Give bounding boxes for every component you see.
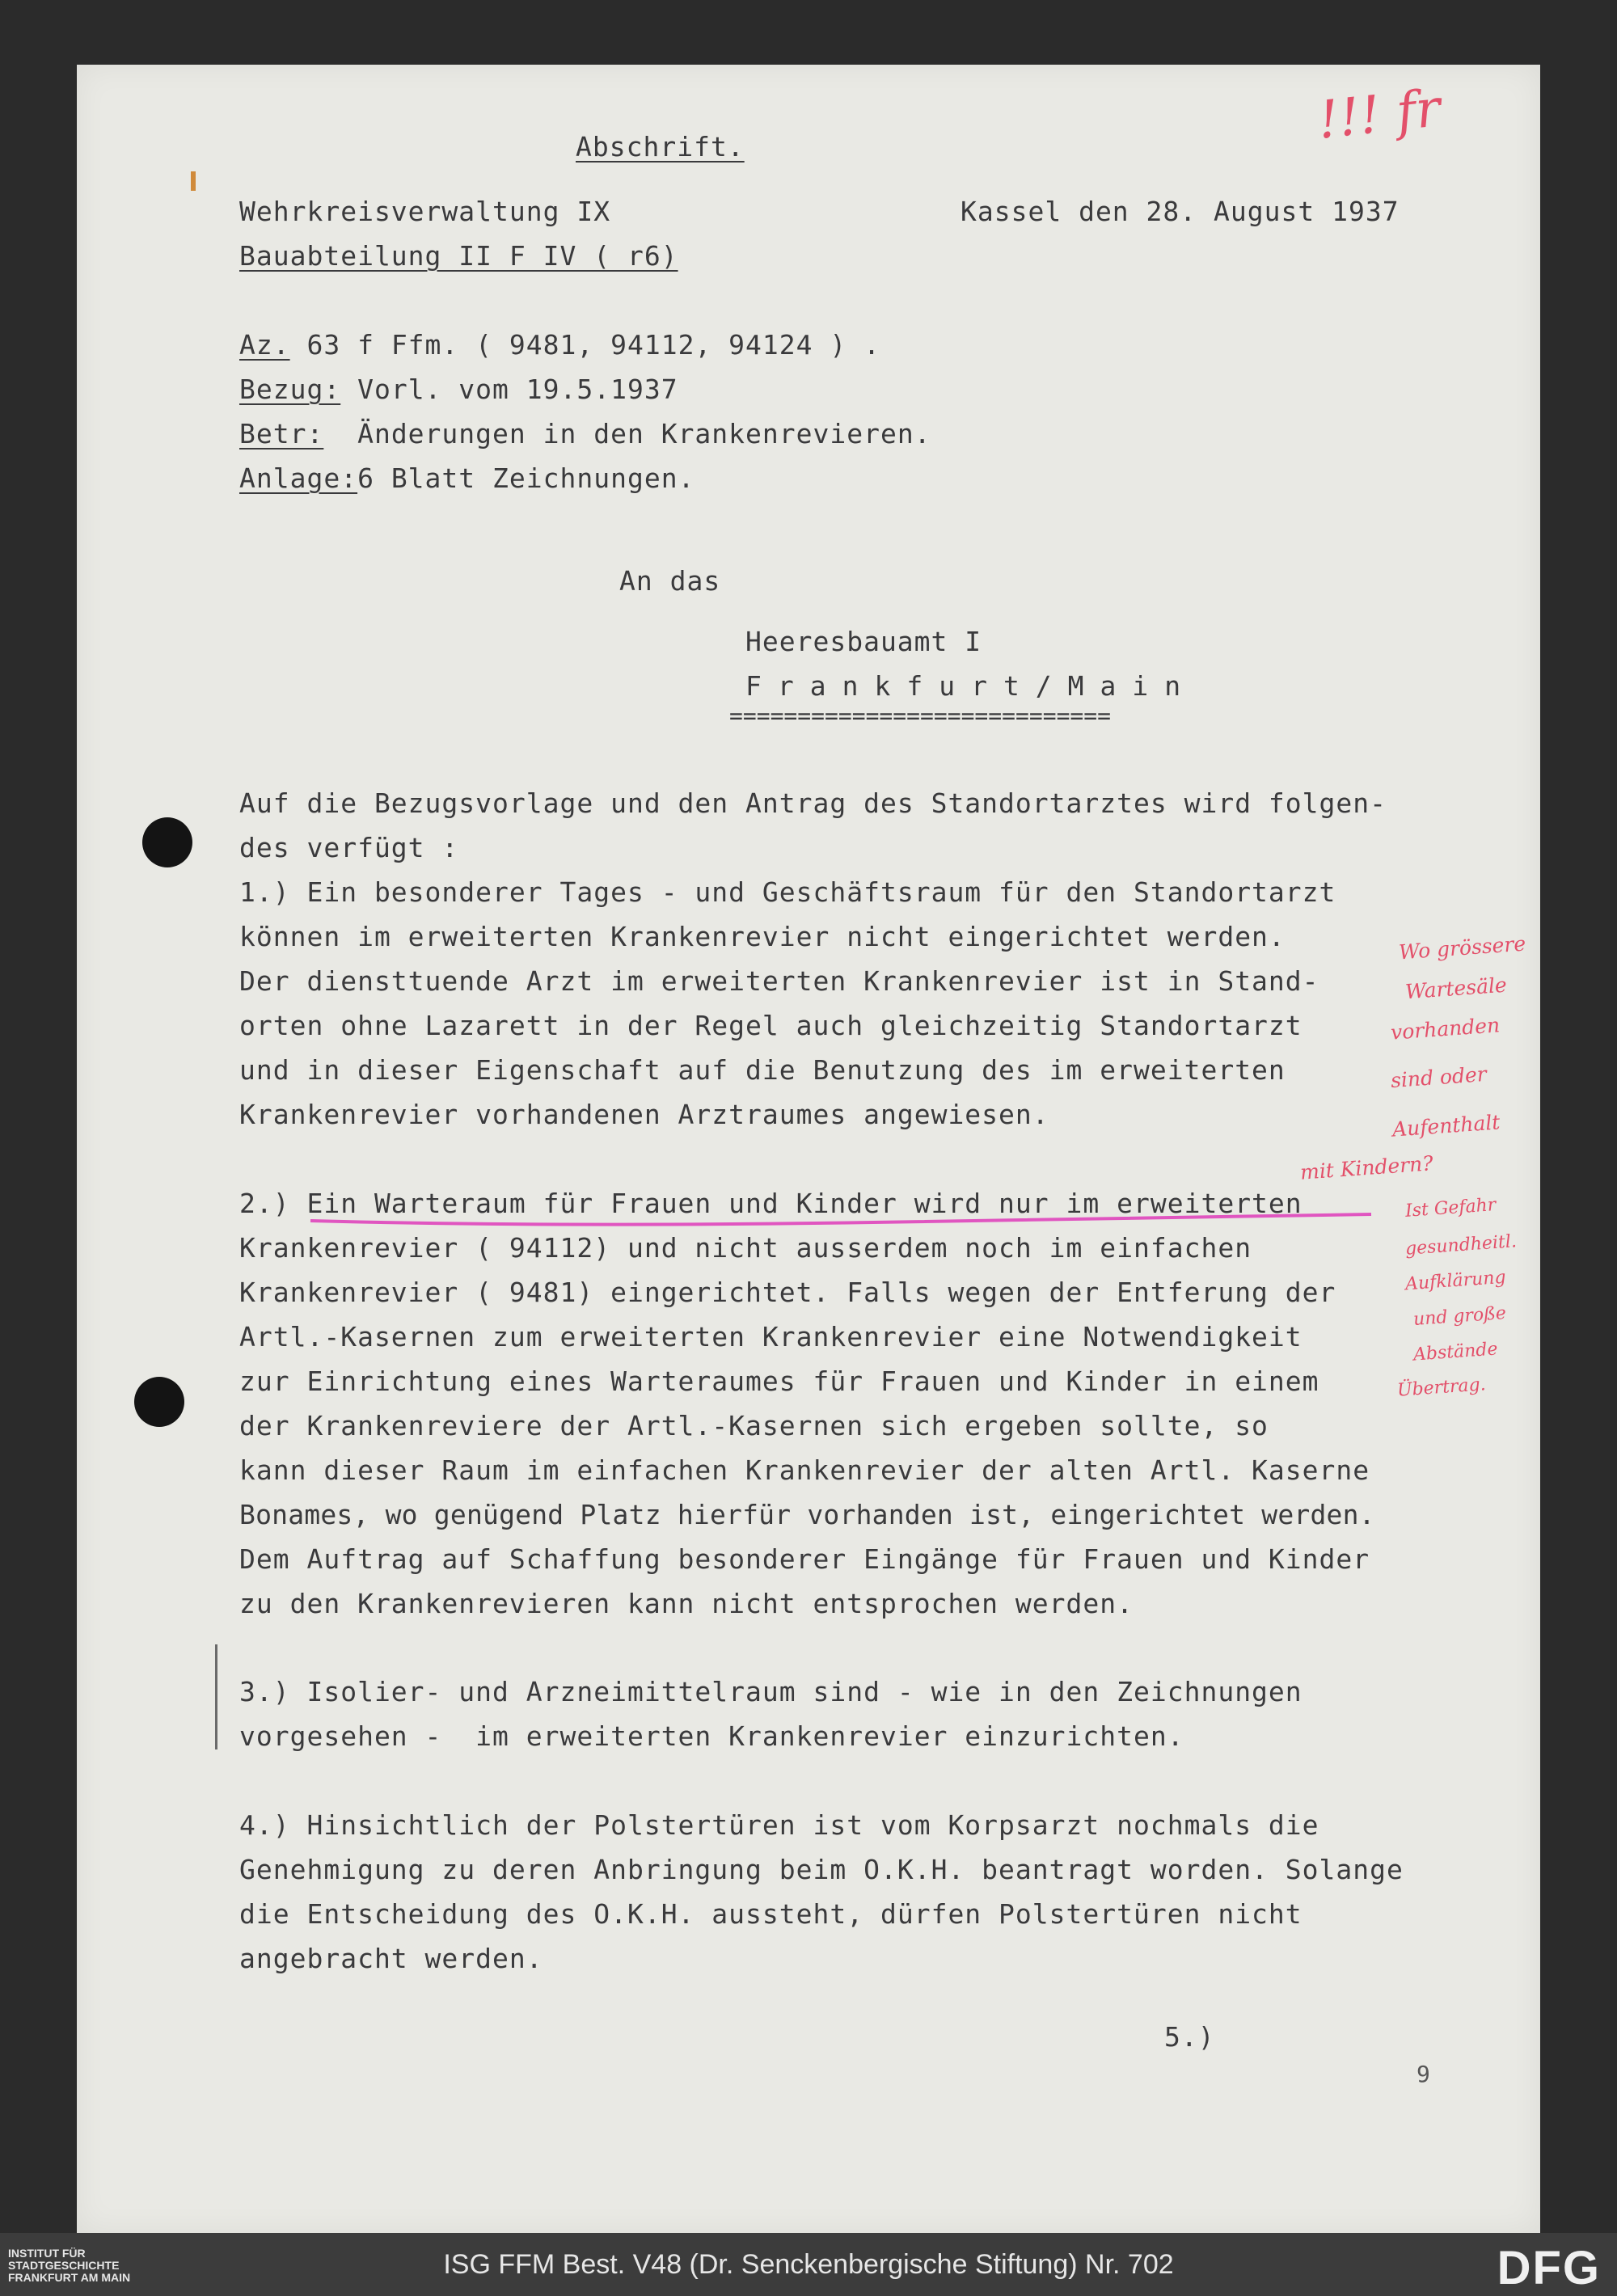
archive-caption: ISG FFM Best. V48 (Dr. Senckenbergische Stiftung) Nr. 702 [443, 2249, 1174, 2280]
para3-line: vorgesehen - im erweiterten Krankenrevier einzurichten. [239, 1720, 1184, 1752]
institution-logo-text: INSTITUT FÜR STADTGESCHICHTE FRANKFURT AM MAIN [8, 2247, 131, 2284]
dfg-logo: DFG [1497, 2242, 1601, 2294]
ref-bezug-label: Bezug: [239, 374, 341, 405]
sender-line2: Bauabteilung II F IV ( r6) [239, 240, 678, 272]
para2-line: 2.) Ein Warteraum für Frauen und Kinder wird nur im erweiterten [239, 1188, 1302, 1219]
para4-line: 4.) Hinsichtlich der Polstertüren ist vom Korpsarzt nochmals die [239, 1809, 1319, 1841]
margin-line [215, 1644, 217, 1749]
margin-note-line: mit Kindern? [1299, 1151, 1434, 1184]
para3-line: 3.) Isolier- und Arzneimittelraum sind - wie in den Zeichnungen [239, 1676, 1302, 1707]
para2-line: zur Einrichtung eines Warteraumes für Frauen und Kinder in einem [239, 1365, 1319, 1397]
address-line3: Frankfurt/Main [745, 670, 1197, 702]
ref-anlage-label: Anlage: [239, 462, 358, 494]
para2-line: Krankenrevier ( 9481) eingerichtet. Falls wegen der Entferung der [239, 1277, 1336, 1308]
margin-note-line: und große [1412, 1303, 1507, 1330]
para1-line: und in dieser Eigenschaft auf die Benutzung des im erweiterten [239, 1054, 1286, 1086]
margin-mark [191, 171, 196, 191]
para1-line: können im erweiterten Krankenrevier nicht eingerichtet werden. [239, 921, 1286, 952]
punch-hole-bottom [134, 1377, 184, 1427]
intro-line: Auf die Bezugsvorlage und den Antrag des Standortarztes wird folgen- [239, 787, 1387, 819]
ref-betr-value: Änderungen in den Krankenrevieren. [323, 418, 931, 449]
para4-line: angebracht werden. [239, 1943, 543, 1974]
para2-line: Dem Auftrag auf Schaffung besonderer Eingänge für Frauen und Kinder [239, 1543, 1370, 1575]
handwritten-corner-note: !!! fr [1315, 78, 1444, 151]
page-number: 9 [1416, 2061, 1431, 2087]
para2-line: der Krankenreviere der Artl.-Kasernen sich ergeben sollte, so [239, 1410, 1269, 1441]
para1-line: orten ohne Lazarett in der Regel auch gleichzeitig Standortarzt [239, 1010, 1302, 1041]
continuation-marker: 5.) [1164, 2021, 1215, 2053]
address-rule: ============================ [729, 703, 1112, 729]
para2-line: zu den Krankenrevieren kann nicht entsprochen werden. [239, 1588, 1134, 1619]
para4-line: die Entscheidung des O.K.H. aussteht, dürfen Polstertüren nicht [239, 1898, 1302, 1930]
ref-anlage-value: 6 Blatt Zeichnungen. [357, 462, 695, 494]
margin-note-line: Aufklärung [1404, 1267, 1507, 1295]
intro-line: des verfügt : [239, 832, 459, 863]
sender-line1: Wehrkreisverwaltung IX [239, 196, 611, 227]
margin-note-line: vorhanden [1390, 1013, 1501, 1045]
ref-bezug-value: Vorl. vom 19.5.1937 [340, 374, 678, 405]
para2-line: Artl.-Kasernen zum erweiterten Krankenrevier eine Notwendigkeit [239, 1321, 1302, 1353]
address-line1: An das [619, 565, 721, 597]
para1-line: 1.) Ein besonderer Tages - und Geschäftsraum für den Standortarzt [239, 876, 1336, 908]
margin-note-line: Ist Gefahr [1404, 1195, 1497, 1222]
pink-underline [307, 1209, 1374, 1234]
ref-betr-label: Betr: [239, 418, 324, 449]
margin-note-line: Wo grössere [1398, 931, 1527, 964]
place-date: Kassel den 28. August 1937 [960, 196, 1400, 227]
para4-line: Genehmigung zu deren Anbringung beim O.K.H. beantragt worden. Solange [239, 1854, 1404, 1885]
para2-line: kann dieser Raum im einfachen Krankenrevier der alten Artl. Kaserne [239, 1454, 1370, 1486]
margin-note-line: Aufenthalt [1391, 1110, 1501, 1142]
para1-line: Krankenrevier vorhandenen Arztraumes angewiesen. [239, 1099, 1049, 1130]
para1-line: Der diensttuende Arzt im erweiterten Krankenrevier ist in Stand- [239, 965, 1319, 997]
document-heading: Abschrift. [576, 131, 745, 162]
para2-line: Bonames, wo genügend Platz hierfür vorhanden ist, eingerichtet werden. [239, 1499, 1375, 1530]
address-line2: Heeresbauamt I [745, 626, 982, 657]
margin-note-line: sind oder [1390, 1061, 1488, 1093]
para2-line: Krankenrevier ( 94112) und nicht ausserdem noch im einfachen [239, 1232, 1252, 1264]
margin-note-line: Wartesäle [1404, 973, 1508, 1004]
ref-az-value: 63 f Ffm. ( 9481, 94112, 94124 ) . [289, 329, 880, 361]
archive-footer [0, 2233, 1617, 2296]
margin-note-line: Übertrag. [1396, 1374, 1487, 1401]
ref-az-label: Az. [239, 329, 290, 361]
punch-hole-top [142, 817, 192, 867]
margin-note-line: Abstände [1412, 1339, 1499, 1365]
margin-note-line: gesundheitl. [1404, 1231, 1518, 1260]
